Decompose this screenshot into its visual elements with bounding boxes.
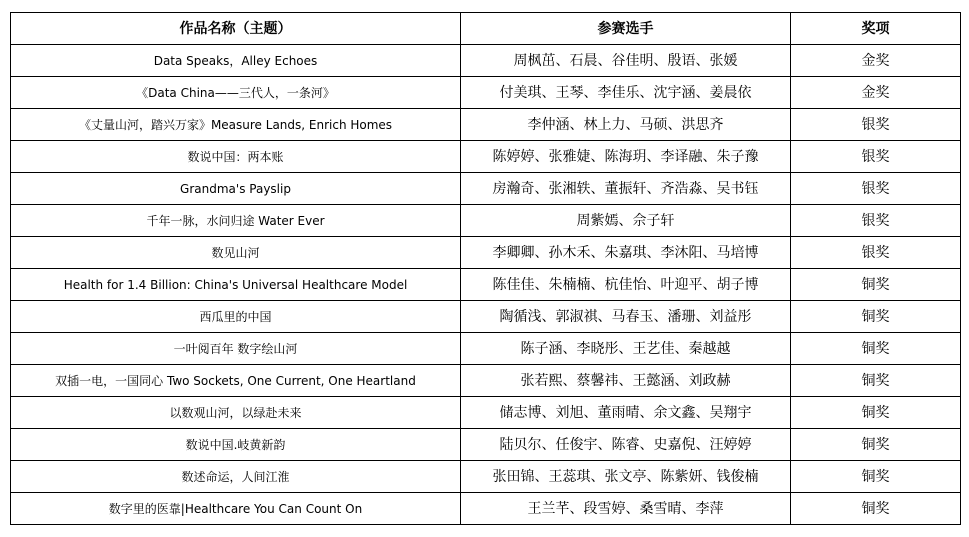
participants-cell: 房瀚奇、张湘轶、董振轩、齐浩淼、吴书钰 [461, 173, 791, 205]
table-row [11, 493, 961, 525]
work-title-cell: 数说中国.岐黄新韵 [11, 429, 461, 461]
participants-cell: 张田锦、王蕊琪、张文亭、陈紫妍、钱俊楠 [461, 461, 791, 493]
work-title-cell: Data Speaks，Alley Echoes [11, 45, 461, 77]
award-cell: 银奖 [791, 109, 961, 141]
award-cell: 银奖 [791, 173, 961, 205]
award-cell: 铜奖 [791, 397, 961, 429]
table-row [11, 77, 961, 109]
participants-cell: 李卿卿、孙木禾、朱嘉琪、李沐阳、马培博 [461, 237, 791, 269]
award-cell: 银奖 [791, 205, 961, 237]
award-cell: 金奖 [791, 77, 961, 109]
work-title-cell: 千年一脉，水问归途 Water Ever [11, 205, 461, 237]
award-cell: 铜奖 [791, 269, 961, 301]
header-row [11, 13, 961, 45]
participants-cell: 陶循浅、郭淑祺、马春玉、潘珊、刘益彤 [461, 301, 791, 333]
table-row [11, 237, 961, 269]
awards-table [10, 12, 961, 525]
work-title-cell: 数见山河 [11, 237, 461, 269]
header-participants: 参赛选手 [461, 13, 791, 45]
award-cell: 铜奖 [791, 493, 961, 525]
table-row [11, 269, 961, 301]
work-title-cell: 数字里的医靠|Healthcare You Can Count On [11, 493, 461, 525]
table-row [11, 109, 961, 141]
award-cell: 铜奖 [791, 461, 961, 493]
award-cell: 铜奖 [791, 365, 961, 397]
participants-cell: 陈佳佳、朱楠楠、杭佳怡、叶迎平、胡子博 [461, 269, 791, 301]
participants-cell: 陈子涵、李晓彤、王艺佳、秦越越 [461, 333, 791, 365]
header-work-title: 作品名称（主题） [11, 13, 461, 45]
work-title-cell: 西瓜里的中国 [11, 301, 461, 333]
participants-cell: 付美琪、王琴、李佳乐、沈宇涵、姜晨依 [461, 77, 791, 109]
table-row [11, 333, 961, 365]
award-cell: 铜奖 [791, 333, 961, 365]
participants-cell: 李仲涵、林上力、马硕、洪思齐 [461, 109, 791, 141]
work-title-cell: Health for 1.4 Billion: China's Universal Healthcare Model [11, 269, 461, 301]
work-title-cell: 《丈量山河，踏兴万家》Measure Lands, Enrich Homes [11, 109, 461, 141]
award-cell: 金奖 [791, 45, 961, 77]
work-title-cell: 双插一电，一国同心 Two Sockets, One Current, One Heartland [11, 365, 461, 397]
participants-cell: 周枫茁、石晨、谷佳明、殷语、张媛 [461, 45, 791, 77]
table-row [11, 397, 961, 429]
work-title-cell: 《Data China——三代人，一条河》 [11, 77, 461, 109]
header-award: 奖项 [791, 13, 961, 45]
table-row [11, 429, 961, 461]
work-title-cell: 数说中国：两本账 [11, 141, 461, 173]
award-cell: 银奖 [791, 237, 961, 269]
awards-table-container [10, 12, 961, 525]
participants-cell: 陆贝尔、任俊宇、陈睿、史嘉倪、汪婷婷 [461, 429, 791, 461]
work-title-cell: 一叶阅百年 数字绘山河 [11, 333, 461, 365]
awards-table-body [11, 45, 961, 525]
table-row [11, 365, 961, 397]
participants-cell: 陈婷婷、张雅婕、陈海玥、李译融、朱子豫 [461, 141, 791, 173]
participants-cell: 周紫嫣、佘子轩 [461, 205, 791, 237]
work-title-cell: Grandma's Payslip [11, 173, 461, 205]
award-cell: 铜奖 [791, 301, 961, 333]
work-title-cell: 以数观山河，以绿赴未来 [11, 397, 461, 429]
participants-cell: 储志博、刘旭、董雨晴、余文鑫、吴翔宇 [461, 397, 791, 429]
award-cell: 铜奖 [791, 429, 961, 461]
participants-cell: 张若熙、蔡馨祎、王懿涵、刘政赫 [461, 365, 791, 397]
table-row [11, 301, 961, 333]
table-row [11, 205, 961, 237]
award-cell: 银奖 [791, 141, 961, 173]
table-row [11, 461, 961, 493]
participants-cell: 王兰芊、段雪婷、桑雪晴、李萍 [461, 493, 791, 525]
table-row [11, 45, 961, 77]
table-row [11, 173, 961, 205]
work-title-cell: 数述命运，人间江淮 [11, 461, 461, 493]
table-row [11, 141, 961, 173]
